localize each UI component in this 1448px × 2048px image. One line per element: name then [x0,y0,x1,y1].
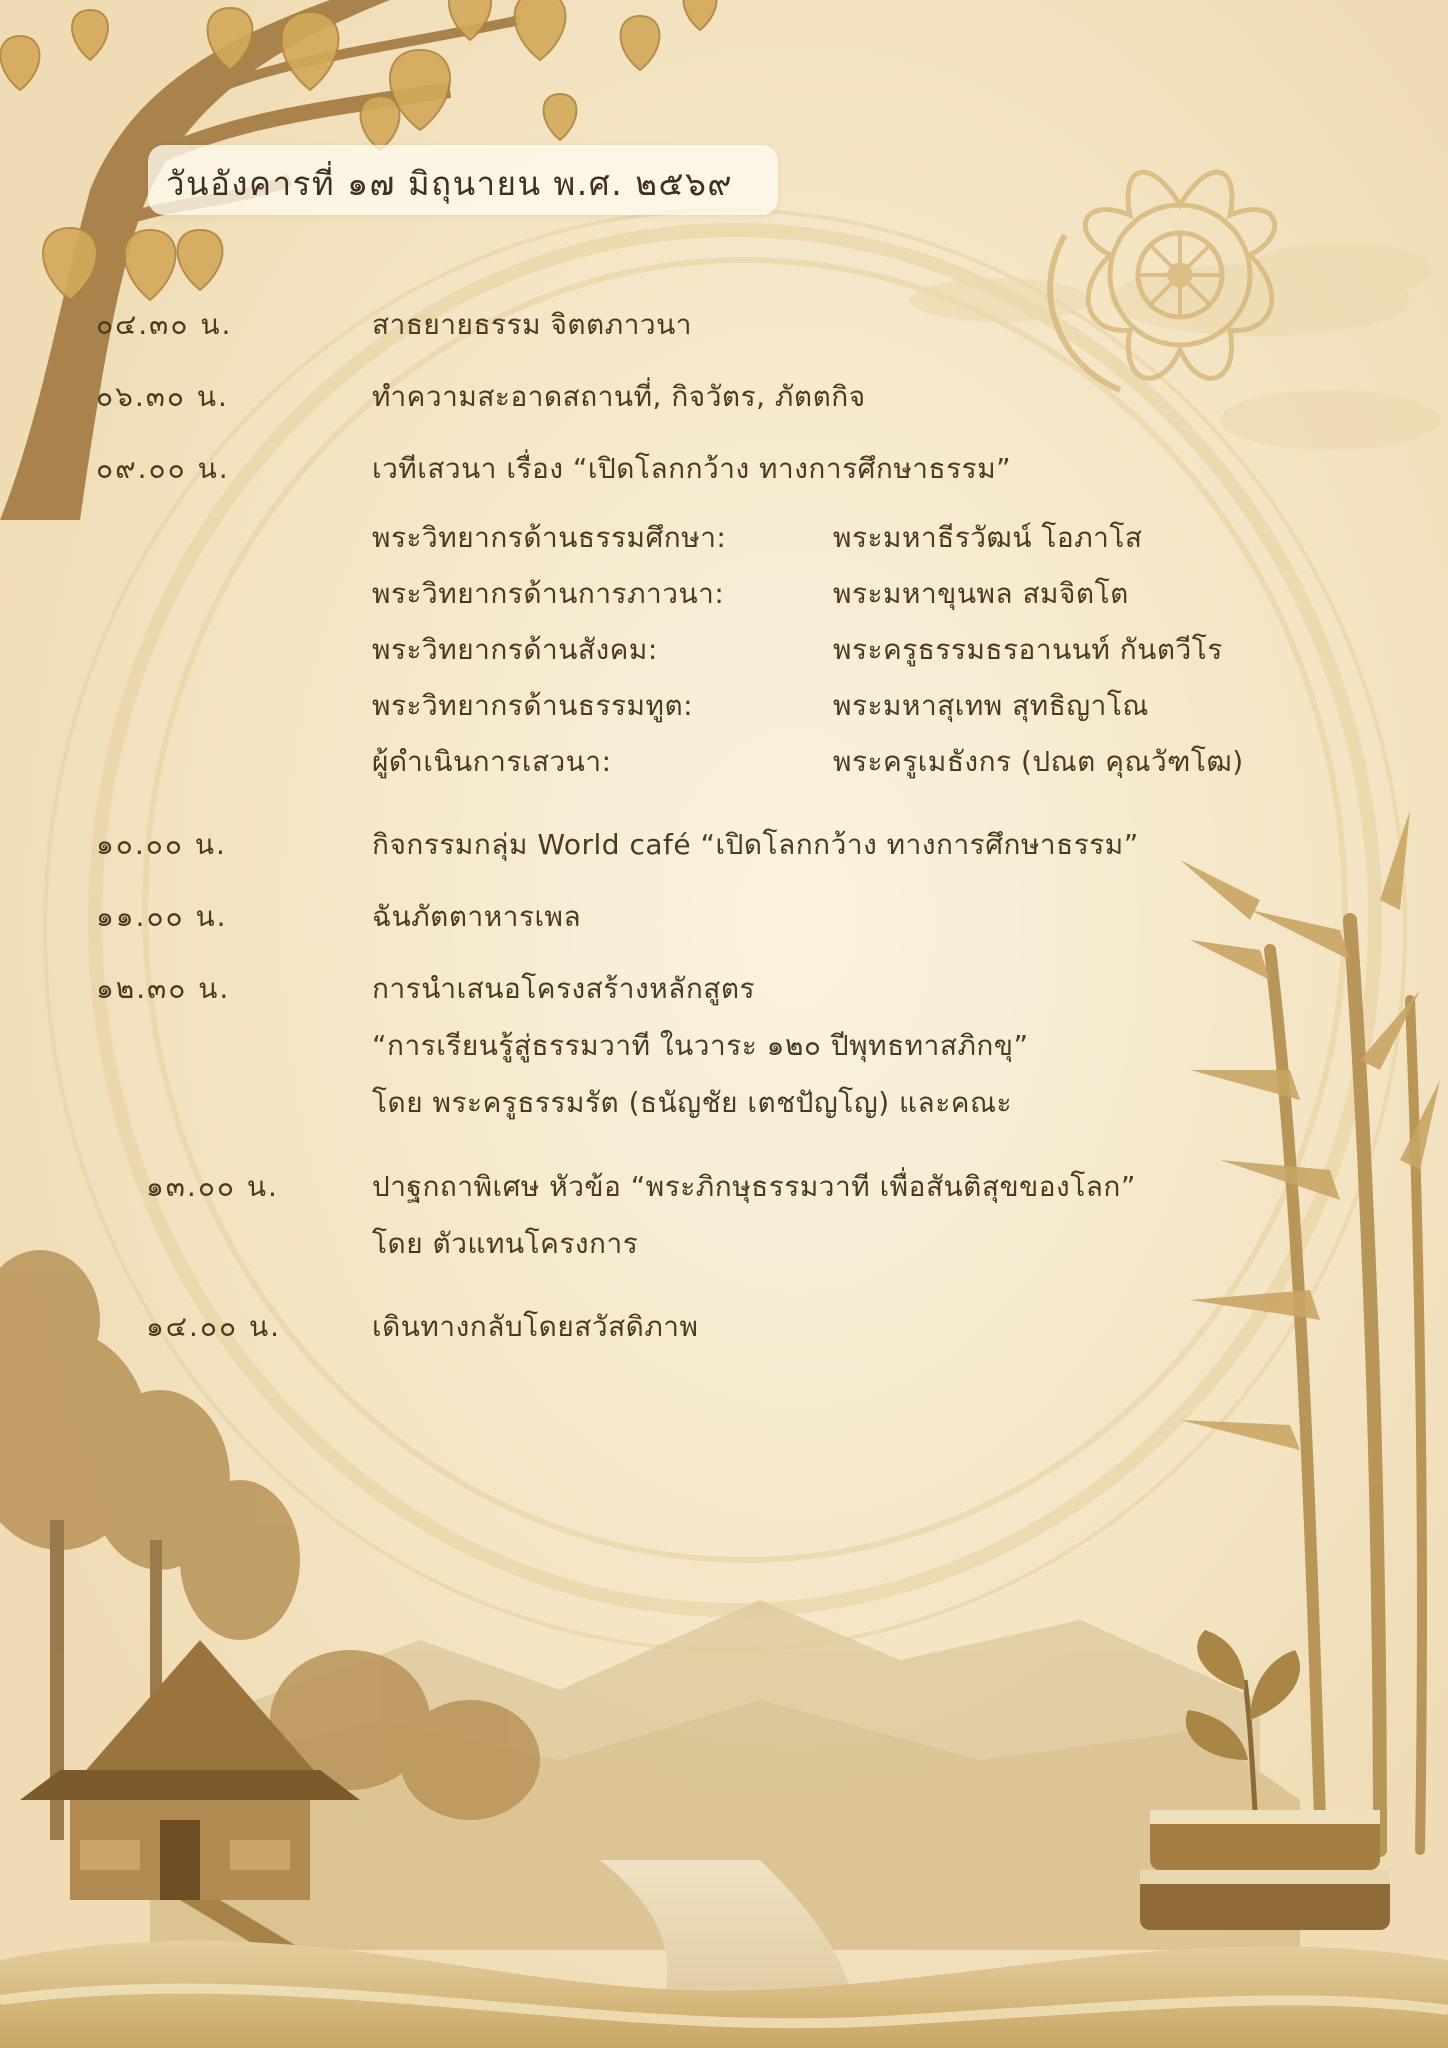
page-title: วันอังคารที่ ๑๗ มิถุนายน พ.ศ. ๒๕๖๙ [166,164,734,203]
book-stack-icon [1140,1810,1390,1930]
schedule-time: ๐๙.๐๐ น. [96,452,230,485]
schedule-time: ๑๔.๐๐ น. [146,1310,281,1343]
schedule-time: ๐๖.๓๐ น. [96,380,229,413]
panel-name: พระมหาขุนพล สมจิตโต [833,577,1129,610]
schedule-text: กิจกรรมกลุ่ม World café “เปิดโลกกว้าง ทางการศึกษาธรรม” [372,828,1139,861]
schedule-text: ทำความสะอาดสถานที่, กิจวัตร, ภัตตกิจ [372,380,866,413]
date-header [148,145,778,215]
schedule-text: โดย พระครูธรรมรัต (ธนัญชัย เตชปัญโญ) และคณะ [372,1086,1013,1119]
schedule-text: เดินทางกลับโดยสวัสดิภาพ [372,1310,699,1343]
panel-role: พระวิทยากรด้านธรรมศึกษา: [372,521,727,554]
panel-name: พระครูเมธังกร (ปณต คุณวัฑโฒ) [833,745,1244,778]
schedule-time: ๑๐.๐๐ น. [96,828,227,861]
schedule-text: เวทีเสวนา เรื่อง “เปิดโลกกว้าง ทางการศึกษาธรรม” [372,452,1012,485]
schedule-time: ๑๓.๐๐ น. [146,1170,279,1203]
panel-role: พระวิทยากรด้านสังคม: [372,633,658,666]
panel-name: พระมหาสุเทพ สุทธิญาโณ [833,689,1149,722]
schedule-text: การนำเสนอโครงสร้างหลักสูตร [372,972,756,1005]
schedule-text: โดย ตัวแทนโครงการ [372,1227,639,1260]
panel-role: พระวิทยากรด้านการภาวนา: [372,577,725,610]
schedule-text: ปาฐกถาพิเศษ หัวข้อ “พระภิกษุธรรมวาที เพื่อสันติสุขของโลก” [372,1170,1136,1203]
panel-role: ผู้ดำเนินการเสวนา: [372,745,612,778]
schedule-time: ๐๔.๓๐ น. [96,308,233,341]
panel-name: พระมหาธีรวัฒน์ โอภาโส [833,521,1143,554]
schedule-text: ฉันภัตตาหารเพล [372,900,582,933]
schedule-text: “การเรียนรู้สู่ธรรมวาที ในวาระ ๑๒๐ ปีพุทธทาสภิกขุ” [372,1029,1029,1062]
schedule-time: ๑๑.๐๐ น. [96,900,228,933]
schedule-text: สาธยายธรรม จิตตภาวนา [372,308,693,341]
panel-name: พระครูธรรมธรอานนท์ กันตวีโร [833,633,1223,666]
schedule-time: ๑๒.๓๐ น. [96,972,231,1005]
panel-role: พระวิทยากรด้านธรรมทูต: [372,689,694,722]
